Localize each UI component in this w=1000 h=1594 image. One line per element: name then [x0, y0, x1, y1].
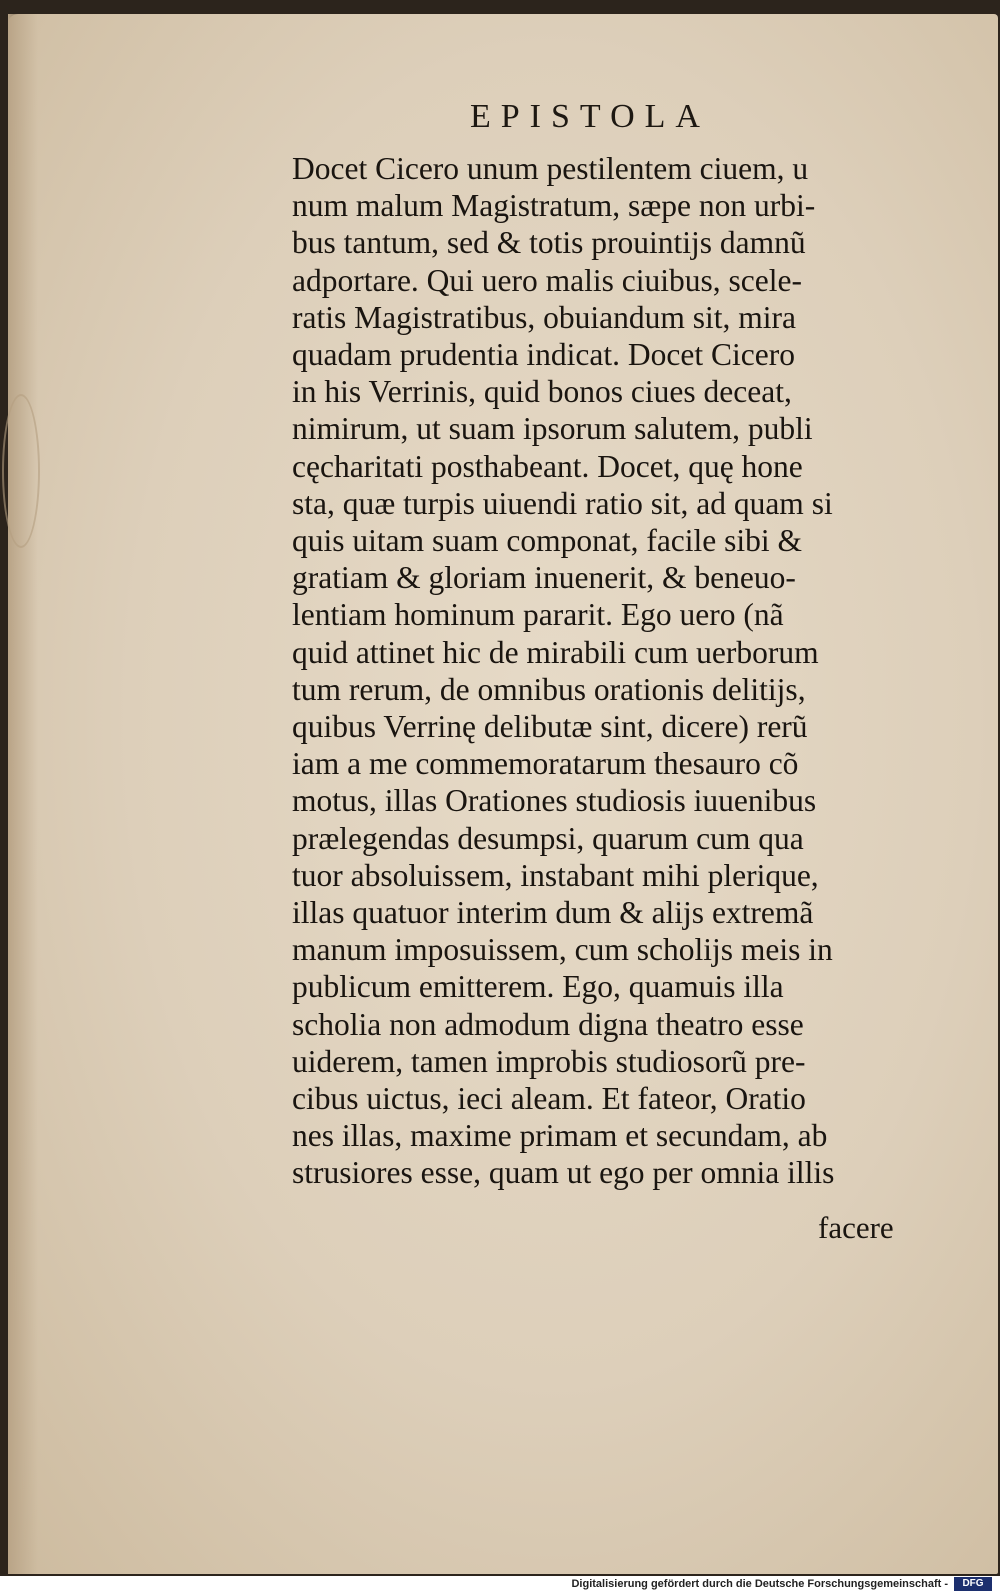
funding-credit: Digitalisierung gefördert durch die Deutsche Forschungsgemeinschaft -: [571, 1578, 948, 1590]
text-line: motus, illas Orationes studiosis iuuenibus: [292, 783, 817, 819]
text-line: tuor absoluissem, instabant mihi plerique,: [292, 857, 819, 893]
text-line: tum rerum, de omnibus orationis delitijs,: [292, 671, 806, 707]
text-line: bus tantum, sed & totis prouintijs damnũ: [292, 225, 806, 261]
text-line: manum imposuissem, cum scholijs meis in: [292, 932, 833, 968]
text-line: in his Verrinis, quid bonos ciues deceat,: [292, 374, 792, 410]
text-line: iam a me commemoratarum thesauro cõ: [292, 746, 799, 782]
text-line: ratis Magistratibus, obuiandum sit, mira: [292, 299, 796, 335]
catchword: facere: [818, 1210, 894, 1245]
text-line: Docet Cicero unum pestilentem ciuem, u: [292, 151, 809, 186]
page-fold-mark: [2, 394, 40, 548]
text-line: strusiores esse, quam ut ego per omnia illis: [292, 1155, 835, 1191]
text-line: cibus uictus, ieci aleam. Et fateor, Oratio: [292, 1081, 806, 1117]
text-line: quibus Verrinę delibutæ sint, dicere) rerũ: [292, 709, 808, 745]
digitization-footer: [0, 1576, 1000, 1594]
text-line: cęcharitati posthabeant. Docet, quę hone: [292, 448, 803, 484]
text-line: lentiam hominum pararit. Ego uero (nã: [292, 597, 784, 633]
text-line: num malum Magistratum, sæpe non urbi-: [292, 188, 816, 224]
dfg-logo: DFG: [954, 1577, 992, 1591]
text-line: illas quatuor interim dum & alijs extremã: [292, 895, 814, 931]
running-head: EPISTOLA: [470, 98, 710, 135]
text-line: uiderem, tamen improbis studiosorũ pre-: [292, 1043, 806, 1079]
text-line: quid attinet hic de mirabili cum uerborum: [292, 634, 819, 670]
text-line: publicum emitterem. Ego, quamuis illa: [292, 969, 784, 1005]
text-line: prælegendas desumpsi, quarum cum qua: [292, 820, 804, 856]
text-line: nes illas, maxime primam et secundam, ab: [292, 1118, 828, 1154]
text-line: scholia non admodum digna theatro esse: [292, 1006, 804, 1042]
text-line: quadam prudentia indicat. Docet Cicero: [292, 337, 795, 373]
text-line: quis uitam suam componat, facile sibi &: [292, 523, 803, 559]
body-text: [292, 150, 932, 1192]
text-line: gratiam & gloriam inuenerit, & beneuo-: [292, 560, 796, 596]
text-line: sta, quæ turpis uiuendi ratio sit, ad quam si: [292, 485, 833, 521]
text-line: nimirum, ut suam ipsorum salutem, publi: [292, 411, 813, 447]
text-line: adportare. Qui uero malis ciuibus, scele-: [292, 262, 802, 298]
